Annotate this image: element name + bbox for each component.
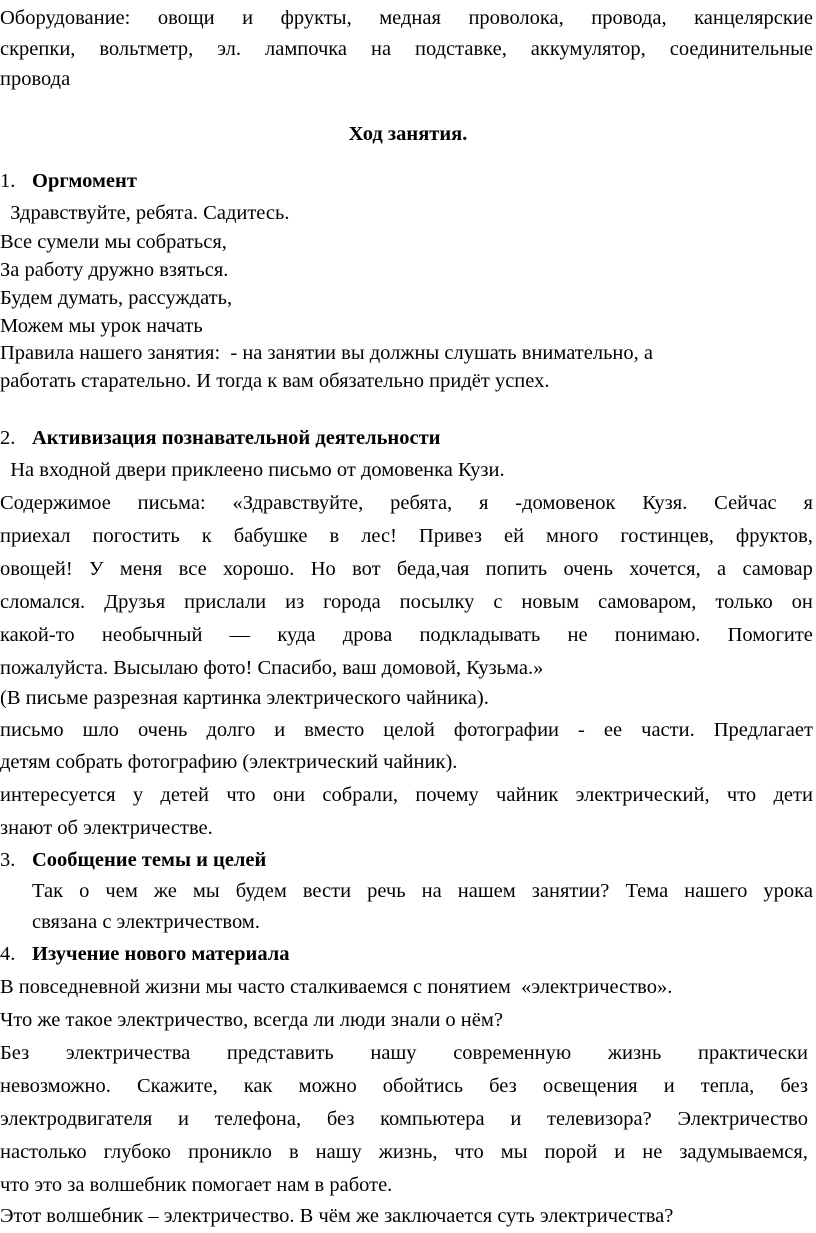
section-2-line-4: овощей! У меня все хорошо. Но вот беда,чая попить очень хочется, а самовар [0, 558, 813, 580]
section-1-line-6: Правила нашего занятия: - на занятии вы должны слушать внимательно, а [0, 342, 653, 364]
section-1-line-1: Здравствуйте, ребята. Садитесь. [0, 202, 290, 224]
section-4-heading [0, 944, 290, 965]
section-3-number: 3. [0, 849, 16, 871]
section-4-line-8: Этот волшебник – электричество. В чём же заключается суть электричества? [0, 1205, 674, 1227]
section-2-line-9: письмо шло очень долго и вместо целой фотографии - ее части. Предлагает [0, 719, 813, 741]
section-1-number: 1. [0, 170, 16, 192]
section-3-line-1: Так о чем же мы будем вести речь на нашем занятии? Тема нашего урока [32, 880, 813, 902]
section-2-line-5: сломался. Друзья прислали из города посылку с новым самоваром, только он [0, 591, 813, 613]
equipment-line-3: провода [0, 68, 71, 90]
section-2-line-12: знают об электричестве. [0, 817, 213, 839]
section-1-line-3: За работу дружно взяться. [0, 259, 229, 281]
section-2-line-7: пожалуйста. Высылаю фото! Спасибо, ваш домовой, Кузьма.» [0, 657, 544, 679]
section-2-line-10: детям собрать фотографию (электрический чайник). [0, 751, 458, 773]
section-1-line-5: Можем мы урок начать [0, 315, 203, 337]
section-2-line-11: интересуется у детей что они собрали, почему чайник электрический, что дети [0, 784, 813, 806]
section-1-heading [0, 171, 137, 192]
section-4-line-1: В повседневной жизни мы часто сталкиваемся с понятием «электричество». [0, 976, 673, 998]
section-4-line-4: невозможно. Скажите, как можно обойтись без освещения и тепла, без [0, 1075, 808, 1097]
equipment-line-1: Оборудование: овощи и фрукты, медная проволока, провода, канцелярские [0, 7, 813, 29]
course-title: Ход занятия. [348, 123, 468, 145]
section-2-number: 2. [0, 427, 16, 449]
section-4-line-2: Что же такое электричество, всегда ли люди знали о нём? [0, 1009, 503, 1031]
section-1-line-4: Будем думать, рассуждать, [0, 287, 233, 309]
section-1-line-2: Все сумели мы собраться, [0, 231, 227, 253]
section-2-line-2: Содержимое письма: «Здравствуйте, ребята, я -домовенок Кузя. Сейчас я [0, 492, 813, 514]
section-4-title: Изучение нового материала [32, 943, 290, 965]
section-2-line-3: приехал погостить к бабушке в лес! Привез ей много гостинцев, фруктов, [0, 525, 813, 547]
section-1-title: Оргмомент [32, 170, 137, 192]
section-2-line-1: На входной двери приклеено письмо от домовенка Кузи. [0, 459, 505, 481]
section-4-line-3: Без электричества представить нашу современную жизнь практически [0, 1042, 808, 1064]
section-4-number: 4. [0, 943, 16, 965]
section-2-heading [0, 428, 440, 449]
section-4-line-5: электродвигателя и телефона, без компьютера и телевизора? Электричество [0, 1108, 808, 1130]
section-2-title: Активизация познавательной деятельности [32, 427, 441, 449]
section-3-title: Сообщение темы и целей [32, 849, 267, 871]
section-3-line-2: связана с электричеством. [32, 911, 260, 933]
section-4-line-7: что это за волшебник помогает нам в работе. [0, 1174, 393, 1196]
section-2-line-6: какой-то необычный — куда дрова подкладывать не понимаю. Помогите [0, 624, 813, 646]
section-1-line-7: работать старательно. И тогда к вам обязательно придёт успех. [0, 370, 550, 392]
section-4-line-6: настолько глубоко проникло в нашу жизнь, что мы порой и не задумываемся, [0, 1141, 808, 1163]
equipment-line-2: скрепки, вольтметр, эл. лампочка на подставке, аккумулятор, соединительные [0, 38, 813, 60]
section-3-heading [0, 850, 266, 871]
section-2-line-8: (В письме разрезная картинка электрического чайника). [0, 687, 489, 709]
